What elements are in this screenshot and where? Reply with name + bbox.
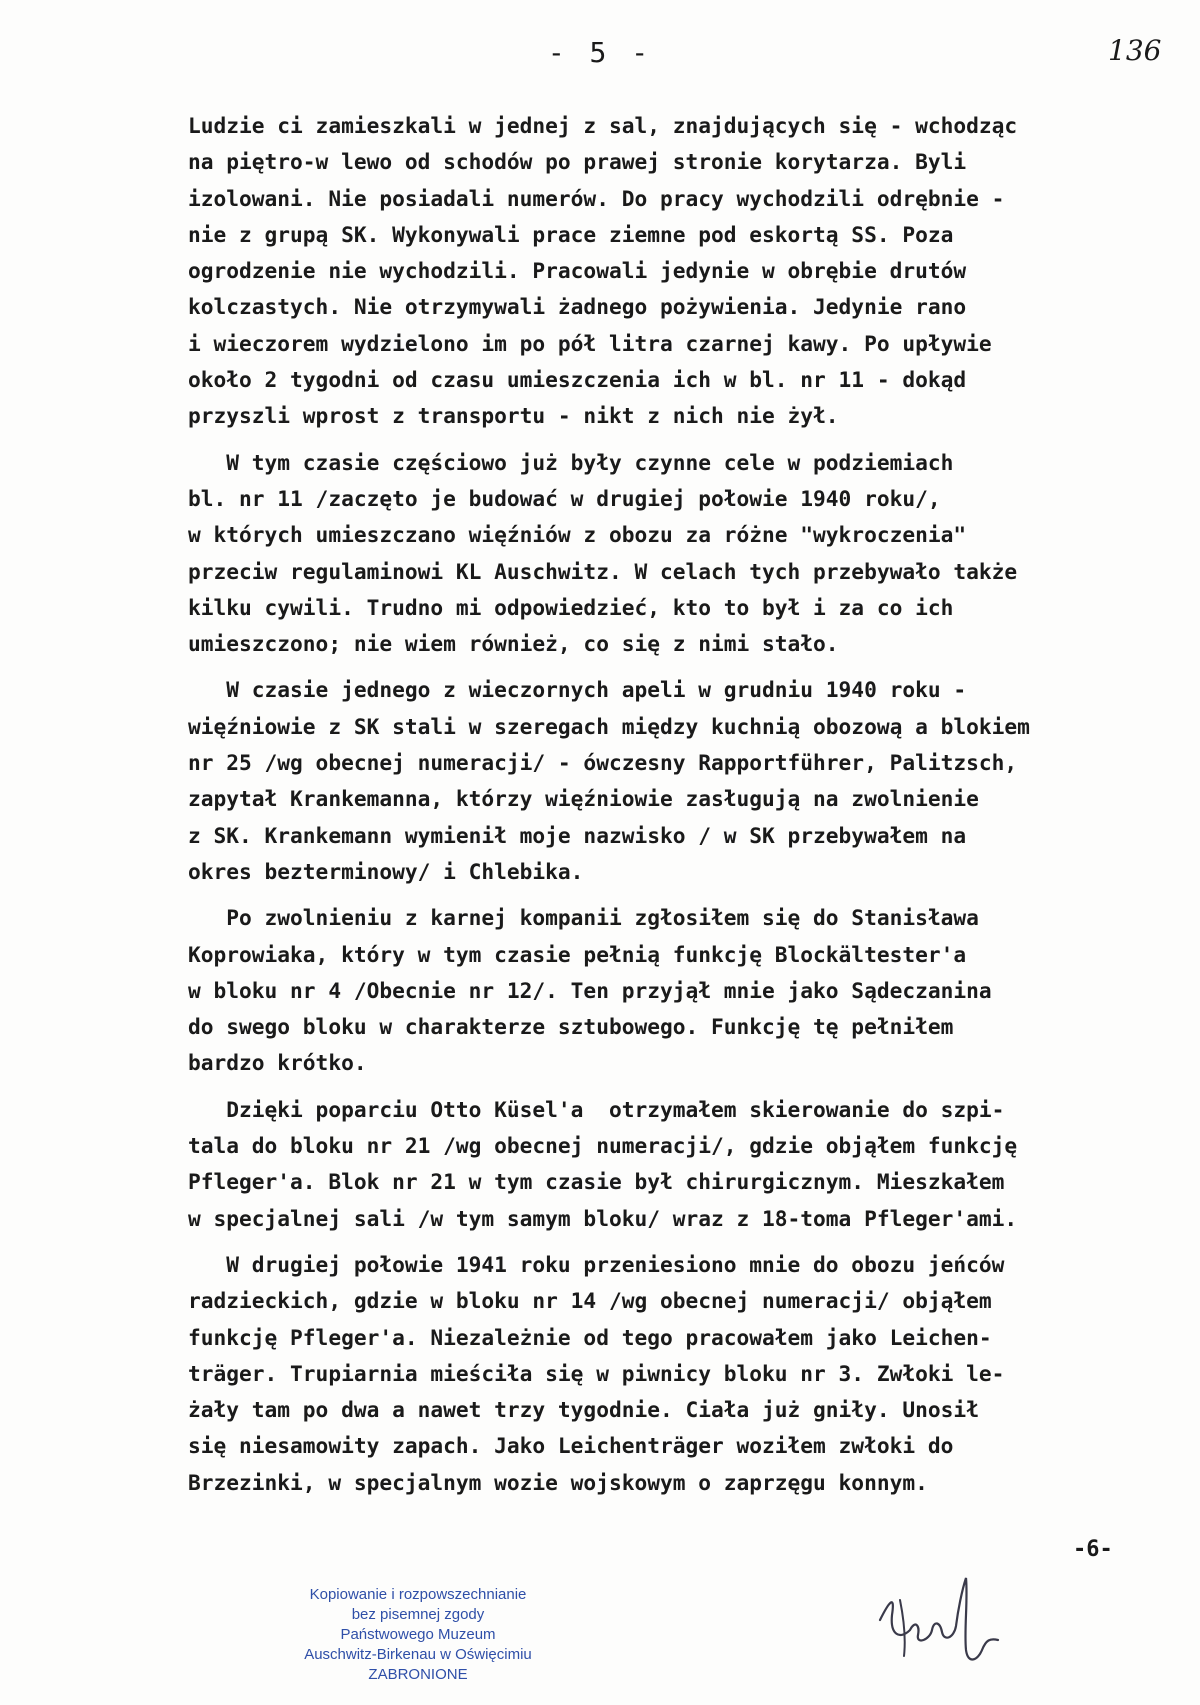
text-line: bl. nr 11 /zaczęto je budować w drugiej połowie 1940 roku/, (188, 485, 941, 511)
text-line: i wieczorem wydzielono im po pół litra czarnej kawy. Po upływie (188, 330, 992, 356)
next-page-marker: -6- (1073, 1537, 1113, 1562)
text-line: izolowani. Nie posiadali numerów. Do pracy wychodzili odrębnie - (188, 185, 1005, 211)
text-line: radzieckich, gdzie w bloku nr 14 /wg obecnej numeracji/ objąłem (188, 1288, 992, 1314)
paragraph (188, 900, 1168, 1081)
text-line: nie z grupą SK. Wykonywali prace ziemne pod eskortą SS. Poza (188, 221, 954, 247)
text-line: Pfleger'a. Blok nr 21 w tym czasie był chirurgicznym. Mieszkałem (188, 1169, 1005, 1195)
text-line: funkcję Pfleger'a. Niezależnie od tego pracowałem jako Leichen- (188, 1324, 992, 1350)
text-line: się niesamowity zapach. Jako Leichenträger woziłem zwłoki do (188, 1433, 954, 1459)
text-line: przyszli wprost z transportu - nikt z nich nie żył. (188, 403, 839, 429)
copyright-stamp (268, 1585, 568, 1685)
stamp-line: Auschwitz-Birkenau w Oświęcimiu (304, 1646, 532, 1663)
text-line: W drugiej połowie 1941 roku przeniesiono mnie do obozu jeńców (188, 1251, 1005, 1277)
text-line: okres bezterminowy/ i Chlebika. (188, 858, 584, 884)
paragraph (188, 445, 1168, 663)
text-line: w których umieszczano więźniów z obozu za różne "wykroczenia" (188, 522, 967, 548)
text-line: umieszczono; nie wiem również, co się z nimi stało. (188, 631, 839, 657)
text-line: W czasie jednego z wieczornych apeli w grudniu 1940 roku - (188, 677, 967, 703)
text-line: przeciw regulaminowi KL Auschwitz. W celach tych przebywało także (188, 558, 1018, 584)
page-number: - 5 - (547, 36, 653, 69)
text-line: kilku cywili. Trudno mi odpowiedzieć, kto to był i za co ich (188, 594, 954, 620)
text-line: zapytał Krankemanna, którzy więźniowie zasługują na zwolnienie (188, 786, 979, 812)
text-line: z SK. Krankemann wymienił moje nazwisko / w SK przebywałem na (188, 822, 967, 848)
stamp-line: Kopiowanie i rozpowszechnianie (309, 1586, 527, 1603)
stamp-line: bez pisemnej zgody (351, 1606, 485, 1623)
text-line: nr 25 /wg obecnej numeracji/ - ówczesny Rapportführer, Palitzsch, (188, 750, 1018, 776)
handwritten-signature (870, 1560, 1010, 1680)
archive-number: 136 (1108, 34, 1162, 67)
text-line: Po zwolnieniu z karnej kompanii zgłosiłem się do Stanisława (188, 905, 979, 931)
text-line: kolczastych. Nie otrzymywali żadnego pożywienia. Jedynie rano (188, 294, 967, 320)
text-line: ogrodzenie nie wychodzili. Pracowali jedynie w obrębie drutów (188, 258, 967, 284)
document-body (188, 108, 1168, 1511)
text-line: Koprowiaka, który w tym czasie pełnią funkcję Blockältester'a (188, 941, 967, 967)
paragraph (188, 108, 1168, 435)
text-line: do swego bloku w charakterze sztubowego. Funkcję tę pełniłem (188, 1014, 954, 1040)
stamp-line: ZABRONIONE (368, 1666, 468, 1683)
stamp-line: Państwowego Muzeum (340, 1626, 496, 1643)
text-line: w specjalnej sali /w tym samym bloku/ wraz z 18-toma Pfleger'ami. (188, 1205, 1018, 1231)
text-line: w bloku nr 4 /Obecnie nr 12/. Ten przyjął mnie jako Sądeczanina (188, 977, 992, 1003)
text-line: tala do bloku nr 21 /wg obecnej numeracji/, gdzie objąłem funkcję (188, 1133, 1018, 1159)
text-line: träger. Trupiarnia mieściła się w piwnicy bloku nr 3. Zwłoki le- (188, 1360, 1005, 1386)
text-line: bardzo krótko. (188, 1050, 367, 1076)
text-line: W tym czasie częściowo już były czynne cele w podziemiach (188, 449, 954, 475)
text-line: Brzezinki, w specjalnym wozie wojskowym o zaprzęgu konnym. (188, 1469, 928, 1495)
text-line: Ludzie ci zamieszkali w jednej z sal, znajdujących się - wchodząc (188, 113, 1018, 138)
text-line: żały tam po dwa a nawet trzy tygodnie. Ciała już gniły. Unosił (188, 1397, 979, 1423)
text-line: Dzięki poparciu Otto Küsel'a otrzymałem skierowanie do szpi- (188, 1096, 1005, 1122)
text-line: około 2 tygodni od czasu umieszczenia ich w bl. nr 11 - dokąd (188, 367, 967, 393)
text-line: na piętro-w lewo od schodów po prawej stronie korytarza. Byli (188, 149, 967, 175)
paragraph (188, 1092, 1168, 1237)
paragraph (188, 672, 1168, 890)
text-line: więźniowie z SK stali w szeregach między kuchnią obozową a blokiem (188, 713, 1030, 739)
paragraph (188, 1247, 1168, 1501)
